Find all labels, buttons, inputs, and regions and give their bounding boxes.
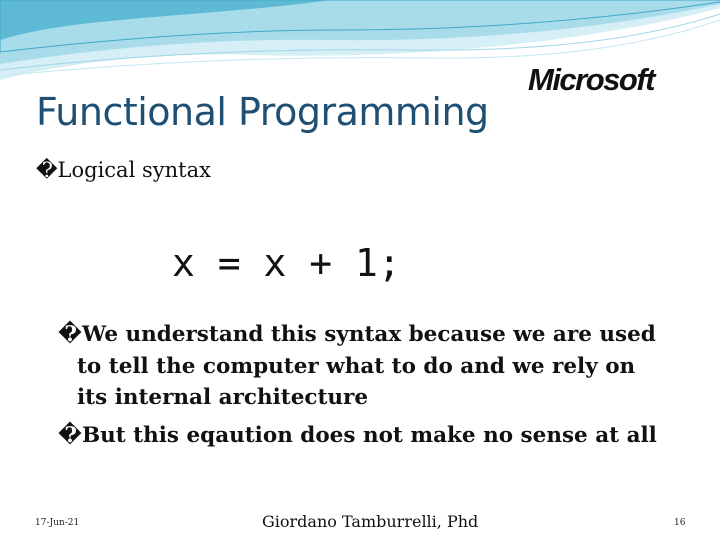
slide-number: 16 (674, 518, 686, 528)
bullet-continuation-line: to tell the computer what to do and we rely on (77, 354, 636, 379)
bullet-glyph: � (36, 158, 58, 182)
bullet-continuation-line: its internal architecture (77, 385, 369, 410)
bullet-understand-syntax (58, 324, 656, 346)
bullet-glyph: � (58, 423, 82, 448)
bullet-glyph: � (58, 322, 82, 347)
bullet-text: Logical syntax (57, 158, 211, 182)
footer-author: Giordano Tamburrelli, Phd (262, 512, 479, 531)
bullet-text: We understand this syntax because we are used (81, 322, 656, 347)
bullet-text: But this eqaution does not make no sense at all (81, 423, 657, 448)
bullet-equation-sense (58, 425, 657, 447)
microsoft-logo: Microsoft (528, 62, 654, 97)
slide-title: Functional Programming (36, 90, 489, 134)
bullet-logical-syntax (36, 160, 211, 181)
code-equation: x = x + 1; (172, 241, 401, 285)
footer-date: 17-Jun-21 (35, 518, 80, 528)
